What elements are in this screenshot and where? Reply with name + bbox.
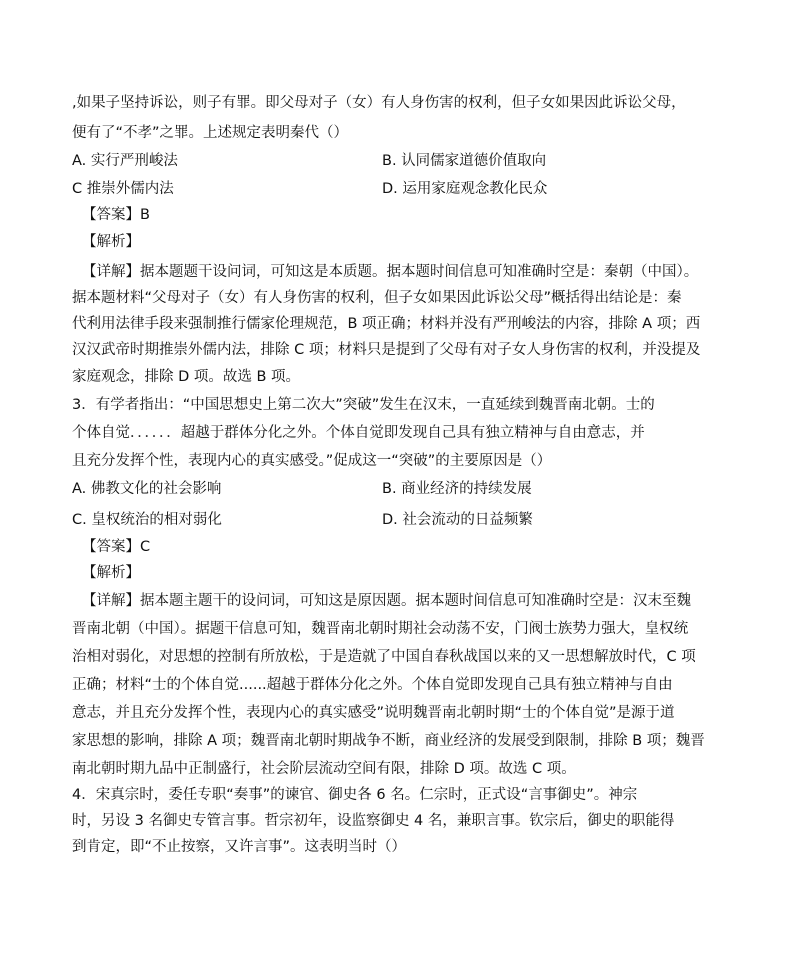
- q3-detail-line-7: 南北朝时期九品中正制盛行，社会阶层流动空间有限，排除 D 项。故选 C 项。: [72, 761, 576, 777]
- q2-stem-line-2: 便有了“不孝”之罪。上述规定表明秦代（）: [72, 125, 349, 141]
- q4-stem-line-1: 4．宋真宗时，委任专职“奏事”的谏官、御史各 6 名。仁宗时，正式设“言事御史”。神宗: [72, 787, 638, 803]
- q3-stem-line-1: 3．有学者指出：“中国思想史上第二次大”突破”发生在汉末，一直延续到魏晋南北朝。士的: [72, 397, 655, 413]
- q3-detail-line-1: 【详解】据本题主题干的设问词，可知这是原因题。据本题时间信息可知准确时空是：汉末至魏: [82, 593, 691, 609]
- q2-analysis-label: 【解析】: [82, 234, 140, 250]
- q2-detail-line-3: 代利用法律手段来强制推行儒家伦理规范，B 项正确；材料并没有严刑峻法的内容，排除 A 项；西: [72, 316, 701, 332]
- q3-stem-line-3: 且充分发挥个性，表现内心的真实感受。”促成这一“突破”的主要原因是（）: [72, 453, 552, 469]
- q2-option-b: B. 认同儒家道德价值取向: [382, 153, 547, 169]
- q4-stem-line-2: 时，另设 3 名御史专管言事。哲宗初年，设监察御史 4 名，兼职言事。钦宗后，御史的职能得: [72, 813, 675, 829]
- q3-option-a: A. 佛教文化的社会影响: [72, 481, 222, 497]
- q3-answer: 【答案】C: [82, 539, 151, 555]
- q3-detail-line-5: 意志，并且充分发挥个性，表现内心的真实感受”说明魏晋南北朝时期“士的个体自觉”是源于道: [72, 705, 675, 721]
- q2-detail-line-5: 家庭观念，排除 D 项。故选 B 项。: [72, 369, 301, 385]
- q3-detail-line-2: 晋南北朝（中国）。据题干信息可知，魏晋南北朝时期社会动荡不安，门阀士族势力强大，皇权统: [72, 621, 689, 637]
- q3-detail-line-4: 正确；材料“士的个体自觉......超越于群体分化之外。个体自觉即发现自己具有独立精神与自由: [72, 677, 673, 693]
- q3-stem-line-2: 个体自觉．．．．．．超越于群体分化之外。个体自觉即发现自己具有独立精神与自由意志，并: [72, 425, 645, 441]
- q3-detail-line-6: 家思想的影响，排除 A 项；魏晋南北朝时期战争不断，商业经济的发展受到限制，排除 B 项；魏晋: [72, 733, 705, 749]
- q2-stem-line-1: ,如果子坚持诉讼，则子有罪。即父母对子（女）有人身伤害的权利，但子女如果因此诉讼父母，: [72, 95, 686, 111]
- q2-detail-line-4: 汉汉武帝时期推崇外儒内法，排除 C 项；材料只是提到了父母有对子女人身伤害的权利，并没提及: [72, 342, 701, 358]
- q2-detail-line-1: 【详解】据本题题干设问词，可知这是本质题。据本题时间信息可知准确时空是：秦朝（中国）。: [82, 264, 699, 280]
- q2-option-d: D. 运用家庭观念教化民众: [382, 181, 548, 197]
- q3-option-d: D. 社会流动的日益频繁: [382, 512, 533, 528]
- q2-detail-line-2: 据本题材料“父母对子（女）有人身伤害的权利，但子女如果因此诉讼父母”概括得出结论是：秦: [72, 290, 682, 306]
- q3-analysis-label: 【解析】: [82, 565, 140, 581]
- q3-option-b: B. 商业经济的持续发展: [382, 481, 532, 497]
- q2-option-c: C 推崇外儒内法: [72, 181, 174, 197]
- q3-option-c: C. 皇权统治的相对弱化: [72, 512, 222, 528]
- q2-answer: 【答案】B: [82, 207, 150, 223]
- q3-detail-line-3: 治相对弱化，对思想的控制有所放松，于是造就了中国自春秋战国以来的又一思想解放时代，C 项: [72, 649, 696, 665]
- q2-option-a: A. 实行严刑峻法: [72, 153, 178, 169]
- q4-stem-line-3: 到肯定，即“不止按察，又许言事”。这表明当时（）: [72, 839, 407, 855]
